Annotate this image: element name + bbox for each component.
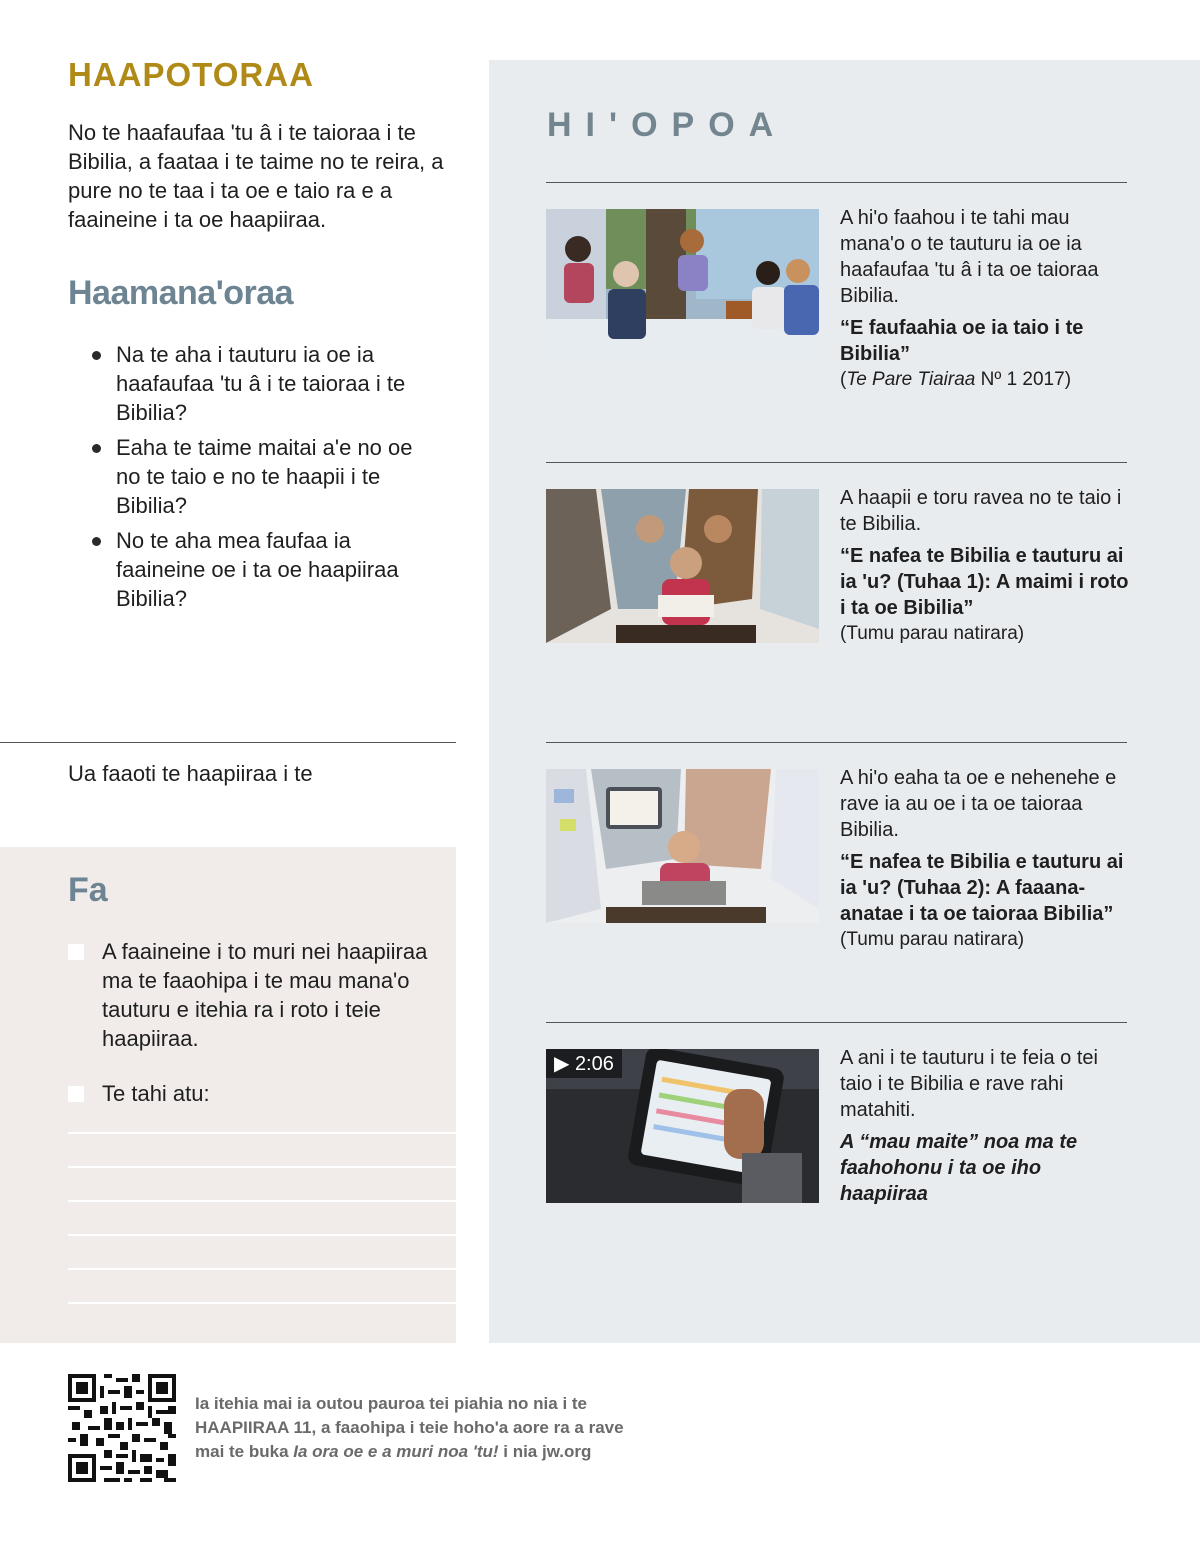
divider <box>546 742 1127 743</box>
divider <box>0 742 456 743</box>
review-title: Haamana'oraa <box>68 274 294 312</box>
boy-reading-bible-image <box>546 489 819 643</box>
goal-title: Fa <box>68 871 108 909</box>
explore-thumbnail[interactable] <box>546 489 819 643</box>
goal-item <box>68 937 428 1053</box>
explore-video-thumbnail[interactable] <box>546 1049 819 1203</box>
checkbox[interactable] <box>68 1086 84 1102</box>
bullet-icon <box>92 537 101 546</box>
people-reading-outdoors-image <box>546 209 819 363</box>
goal-item-text: A faaineine i to muri nei haapiiraa ma te faaohipa i te mau mana'o tauturu e itehia ra i roto i teie haapiiraa. <box>102 939 428 1051</box>
explore-reference[interactable]: “E nafea te Bibilia e tauturu ai ia 'u? (Tuhaa 1): A maimi i roto i ta oe Bibilia” <box>840 545 1129 619</box>
explore-thumbnail[interactable] <box>546 769 819 923</box>
divider <box>546 462 1127 463</box>
explore-panel <box>489 60 1200 1343</box>
bullet-icon <box>92 351 101 360</box>
divider <box>546 1022 1127 1023</box>
completed-label: Ua faaoti te haapiiraa i te <box>68 761 313 786</box>
video-duration-badge: ▶ 2:06 <box>546 1049 622 1078</box>
write-line[interactable] <box>68 1166 456 1168</box>
explore-description: A hi'o faahou i te tahi mau mana'o o te tauturu ia oe ia haafaufaa 'tu â i ta oe taioraa Bibilia. <box>840 207 1099 307</box>
explore-reference[interactable]: “E nafea te Bibilia e tauturu ai ia 'u? (Tuhaa 2): A faaana-anatae i ta oe taioraa Bibilia” <box>840 851 1124 925</box>
explore-source: (Tumu parau natirara) <box>840 929 1025 950</box>
explore-item-info <box>840 205 1130 393</box>
review-question-text: No te aha mea faufaa ia faaineine oe i ta oe haapiiraa Bibilia? <box>116 528 399 611</box>
explore-item-info <box>840 1045 1130 1207</box>
checkbox[interactable] <box>68 944 84 960</box>
explore-description: A haapii e toru ravea no te taio i te Bibilia. <box>840 487 1122 535</box>
explore-source: (Tumu parau natirara) <box>840 623 1025 644</box>
review-question-text: Eaha te taime maitai a'e no oe no te taio e no te haapii i te Bibilia? <box>116 435 413 518</box>
summary-text: No te haafaufaa 'tu â i te taioraa i te Bibilia, a faataa i te taime no te reira, a pure no te taa i ta oe e taio ra e a faaineine i ta oe haapiiraa. <box>68 120 444 232</box>
explore-reference[interactable]: A “mau maite” noa ma te faahohonu i ta oe iho haapiiraa <box>840 1131 1078 1205</box>
explore-description: A hi'o eaha ta oe e nehenehe e rave ia au oe i ta oe taioraa Bibilia. <box>840 767 1117 841</box>
review-question <box>92 340 442 427</box>
qr-code-icon[interactable] <box>68 1374 176 1482</box>
review-question <box>92 526 442 613</box>
goal-item-text: Te tahi atu: <box>102 1081 210 1106</box>
goal-panel <box>0 847 456 1343</box>
explore-item-info <box>840 485 1130 647</box>
review-question <box>92 433 442 520</box>
goal-item-other <box>68 1079 428 1108</box>
review-questions <box>92 340 442 619</box>
write-line[interactable] <box>68 1268 456 1270</box>
review-question-text: Na te aha i tauturu ia oe ia haafaufaa 'tu â i te taioraa i te Bibilia? <box>116 342 406 425</box>
explore-title: HI'OPOA <box>547 106 788 144</box>
girl-reading-bible-image <box>546 769 819 923</box>
explore-reference[interactable]: “E faufaahia oe ia taio i te Bibilia” <box>840 317 1084 365</box>
divider <box>546 182 1127 183</box>
explore-source: (Te Pare Tiairaa Nº 1 2017) <box>840 369 1072 390</box>
explore-item-info <box>840 765 1130 953</box>
book-title[interactable]: Ia ora oe e a muri noa 'tu! <box>293 1442 499 1461</box>
bullet-icon <box>92 444 101 453</box>
write-line[interactable] <box>68 1132 456 1134</box>
explore-thumbnail[interactable] <box>546 209 819 363</box>
write-line[interactable] <box>68 1200 456 1202</box>
write-line[interactable] <box>68 1234 456 1236</box>
qr-code-graphic <box>68 1374 176 1482</box>
summary-title: HAAPOTORAA <box>68 56 314 93</box>
write-line[interactable] <box>68 1302 456 1304</box>
explore-description: A ani i te tauturu i te feia o tei taio i te Bibilia e rave rahi matahiti. <box>840 1047 1098 1121</box>
footer-text: Ia itehia mai ia outou pauroa tei piahia no nia i te HAAPIIRAA 11, a faaohipa i teie hoho'a aore ra a rave mai te buka Ia ora oe e a muri noa 'tu! i nia jw.org <box>195 1394 624 1461</box>
